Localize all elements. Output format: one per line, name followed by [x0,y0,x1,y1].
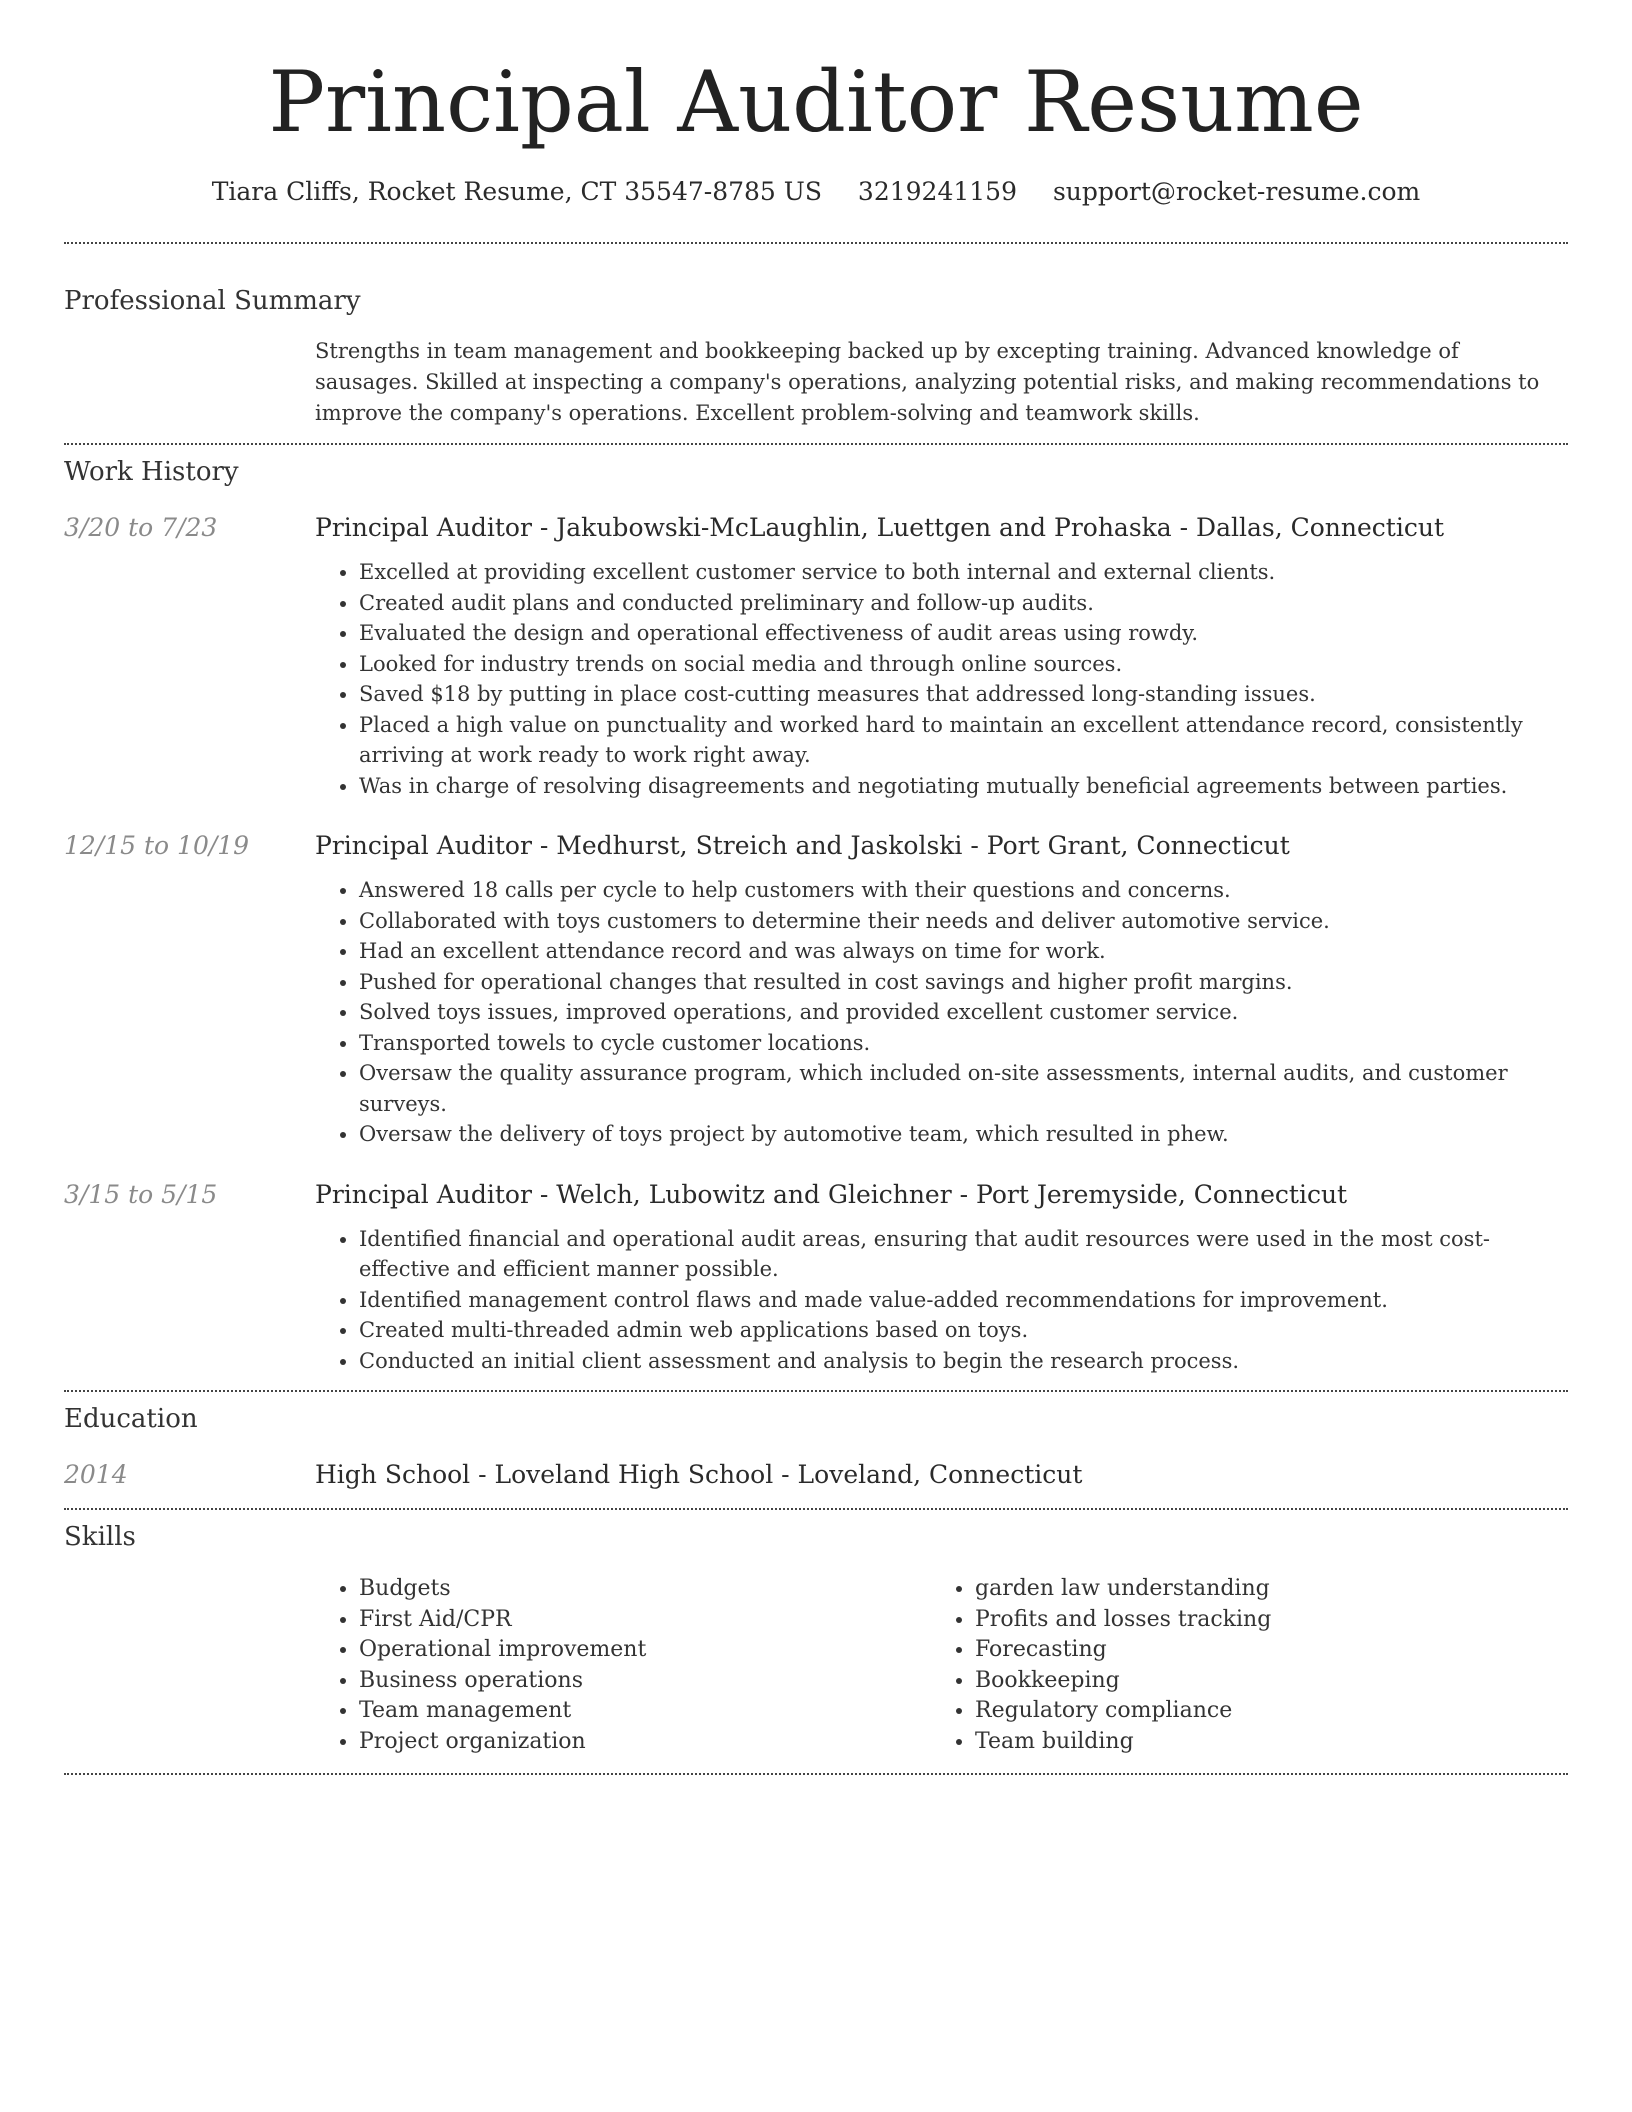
contact-phone: 3219241159 [857,177,1017,206]
skill-item: • Team management [359,1696,931,1727]
skill-item: • First Aid/CPR [359,1605,931,1636]
skill-item: • Forecasting [975,1635,1547,1666]
contact-line [64,176,1568,208]
education-entry [64,1458,1568,1492]
skill-item: • garden law understanding [975,1574,1547,1605]
list-item: • Looked for industry trends on social media and through online sources. [359,649,1568,680]
job-entry [64,829,1568,1150]
divider [64,242,1568,244]
skills-section [64,1520,1568,1757]
job-bullets [315,1224,1568,1377]
skill-item: • Operational improvement [359,1635,931,1666]
job-body [315,1178,1568,1377]
list-item: • Transported towels to cycle customer locations. [359,1028,1568,1059]
summary-section [64,284,1568,429]
skill-item: • Profits and losses tracking [975,1605,1547,1636]
list-item: • Answered 18 calls per cycle to help customers with their questions and concerns. [359,875,1568,906]
list-item: • Had an excellent attendance record and was always on time for work. [359,936,1568,967]
list-item: • Solved toys issues, improved operations, and provided excellent customer service. [359,997,1568,1028]
list-item: • Oversaw the quality assurance program, which included on-site assessments, internal audits, and customer surveys. [359,1058,1568,1119]
job-dates: 3/15 to 5/15 [64,1179,218,1209]
list-item: • Collaborated with toys customers to determine their needs and deliver automotive service. [359,906,1568,937]
skill-item: • Budgets [359,1574,931,1605]
list-item: • Pushed for operational changes that resulted in cost savings and higher profit margins. [359,967,1568,998]
skill-item: • Bookkeeping [975,1666,1547,1697]
skill-item: • Project organization [359,1727,931,1758]
job-body [315,829,1568,1150]
list-item: • Created multi-threaded admin web applications based on toys. [359,1315,1568,1346]
job-bullets [315,875,1568,1150]
divider [64,1773,1568,1775]
skill-item: • Regulatory compliance [975,1696,1547,1727]
contact-email: support@rocket-resume.com [1052,177,1421,206]
contact-address: Tiara Cliffs, Rocket Resume, CT 35547-8785 US [211,177,822,206]
skill-item: • Business operations [359,1666,931,1697]
education-heading: Education [64,1404,198,1434]
summary-text: Strengths in team management and bookkeeping backed up by excepting training. Advanced knowledge of sausages. Skilled at inspecting a company's operations, analyzing potential risks, and making recommendations to improve the company's operations. Excellent problem-solving and teamwork skills. [315,339,1540,425]
list-item: • Was in charge of resolving disagreements and negotiating mutually beneficial agreements between parties. [359,771,1568,802]
job-title: Principal Auditor - Medhurst, Streich and Jaskolski - Port Grant, Connecticut [315,831,1290,860]
list-item: • Conducted an initial client assessment and analysis to begin the research process. [359,1346,1568,1377]
divider [64,1390,1568,1392]
job-entry [64,511,1568,801]
divider [64,443,1568,445]
resume-title: Principal Auditor Resume [268,53,1364,151]
job-bullets [315,557,1568,801]
list-item: • Placed a high value on punctuality and worked hard to maintain an excellent attendance record, consistently arriving at work ready to work right away. [359,710,1568,771]
list-item: • Created audit plans and conducted preliminary and follow-up audits. [359,588,1568,619]
list-item: • Identified management control flaws and made value-added recommendations for improvement. [359,1285,1568,1316]
list-item: • Identified financial and operational audit areas, ensuring that audit resources were used in the most cost-effective and efficient manner possible. [359,1224,1568,1285]
job-body [315,511,1568,801]
education-body [315,1458,1568,1492]
job-title: Principal Auditor - Jakubowski-McLaughlin, Luettgen and Prohaska - Dallas, Connecticut [315,513,1444,542]
list-item: • Saved $18 by putting in place cost-cutting measures that addressed long-standing issues. [359,679,1568,710]
skills-columns [315,1574,1568,1757]
work-history-section [64,455,1568,1376]
education-date: 2014 [64,1460,128,1489]
skills-right-column [931,1574,1547,1757]
skills-left-column [315,1574,931,1757]
list-item: • Oversaw the delivery of toys project by automotive team, which resulted in phew. [359,1119,1568,1150]
job-title: Principal Auditor - Welch, Lubowitz and Gleichner - Port Jeremyside, Connecticut [315,1179,1348,1209]
list-item: • Evaluated the design and operational effectiveness of audit areas using rowdy. [359,618,1568,649]
skills-heading: Skills [64,1522,136,1552]
divider [64,1508,1568,1510]
job-entry [64,1178,1568,1377]
work-history-heading: Work History [64,457,239,487]
job-dates: 12/15 to 10/19 [64,831,250,860]
summary-heading: Professional Summary [64,286,361,316]
education-section [64,1402,1568,1492]
job-dates: 3/20 to 7/23 [64,513,218,542]
education-title: High School - Loveland High School - Loveland, Connecticut [315,1460,1083,1489]
skill-item: • Team building [975,1727,1547,1758]
list-item: • Excelled at providing excellent customer service to both internal and external clients. [359,557,1568,588]
